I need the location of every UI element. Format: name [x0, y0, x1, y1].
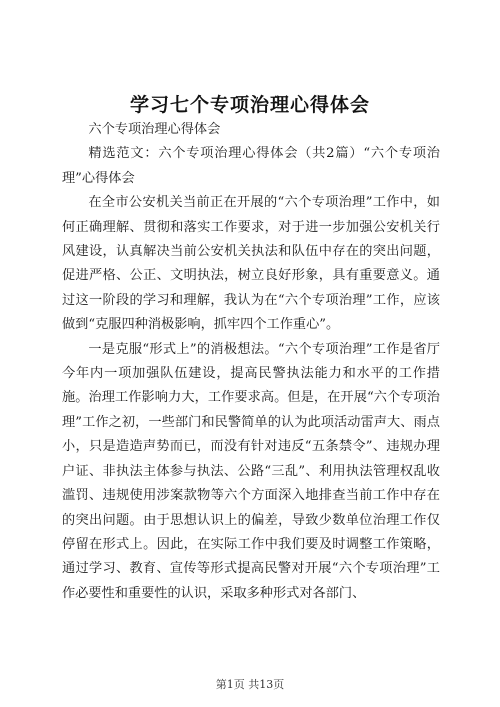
document-title: 学习七个专项治理心得体会	[129, 94, 370, 116]
paragraph-intro: 在全市公安机关当前正在开展的“六个专项治理”工作中，如何正确理解、贯彻和落实工作要求，对于进一步加强公安机关行风建设，认真解决当前公安机关执法和队伍中存在的突出问题，促进严格、公正、文明执法，树立良好形象，具有重要意义。通过这一阶段的学习和理解，我认为在“六个专项治理”工作，应该做到“克服四种消极影响，抓牢四个工作重心”。	[62, 195, 440, 333]
paragraph-subtitle: 六个专项治理心得体会	[88, 122, 221, 137]
paragraph-source: 精选范文：六个专项治理心得体会（共2篇）“六个专项治理”心得体会	[62, 146, 440, 186]
page-footer: 第1页 共13页	[215, 678, 285, 691]
document-body	[62, 118, 440, 606]
paragraph-point-one: 一是克服“形式上”的消极想法。“六个专项治理”工作是省厅今年内一项加强队伍建设，提高民警执法能力和水平的工作措施。治理工作影响力大，工作要求高。但是，在开展“六个专项治理”工作之初，一些部门和民警简单的认为此项活动雷声大、雨点小，只是造造声势而已，而没有针对违反“五条禁令”、违规办理户证、非执法主体参与执法、公路“三乱”、利用执法管理权乱收滥罚、违规使用涉案款物等六个方面深入地排查当前工作中存在的突出问题。由于思想认识上的偏差，导致少数单位治理工作仅停留在形式上。因此，在实际工作中我们要及时调整工作策略，通过学习、教育、宣传等形式提高民警对开展“六个专项治理”工作必要性和重要性的认识，采取多种形式对各部门、	[62, 341, 440, 601]
